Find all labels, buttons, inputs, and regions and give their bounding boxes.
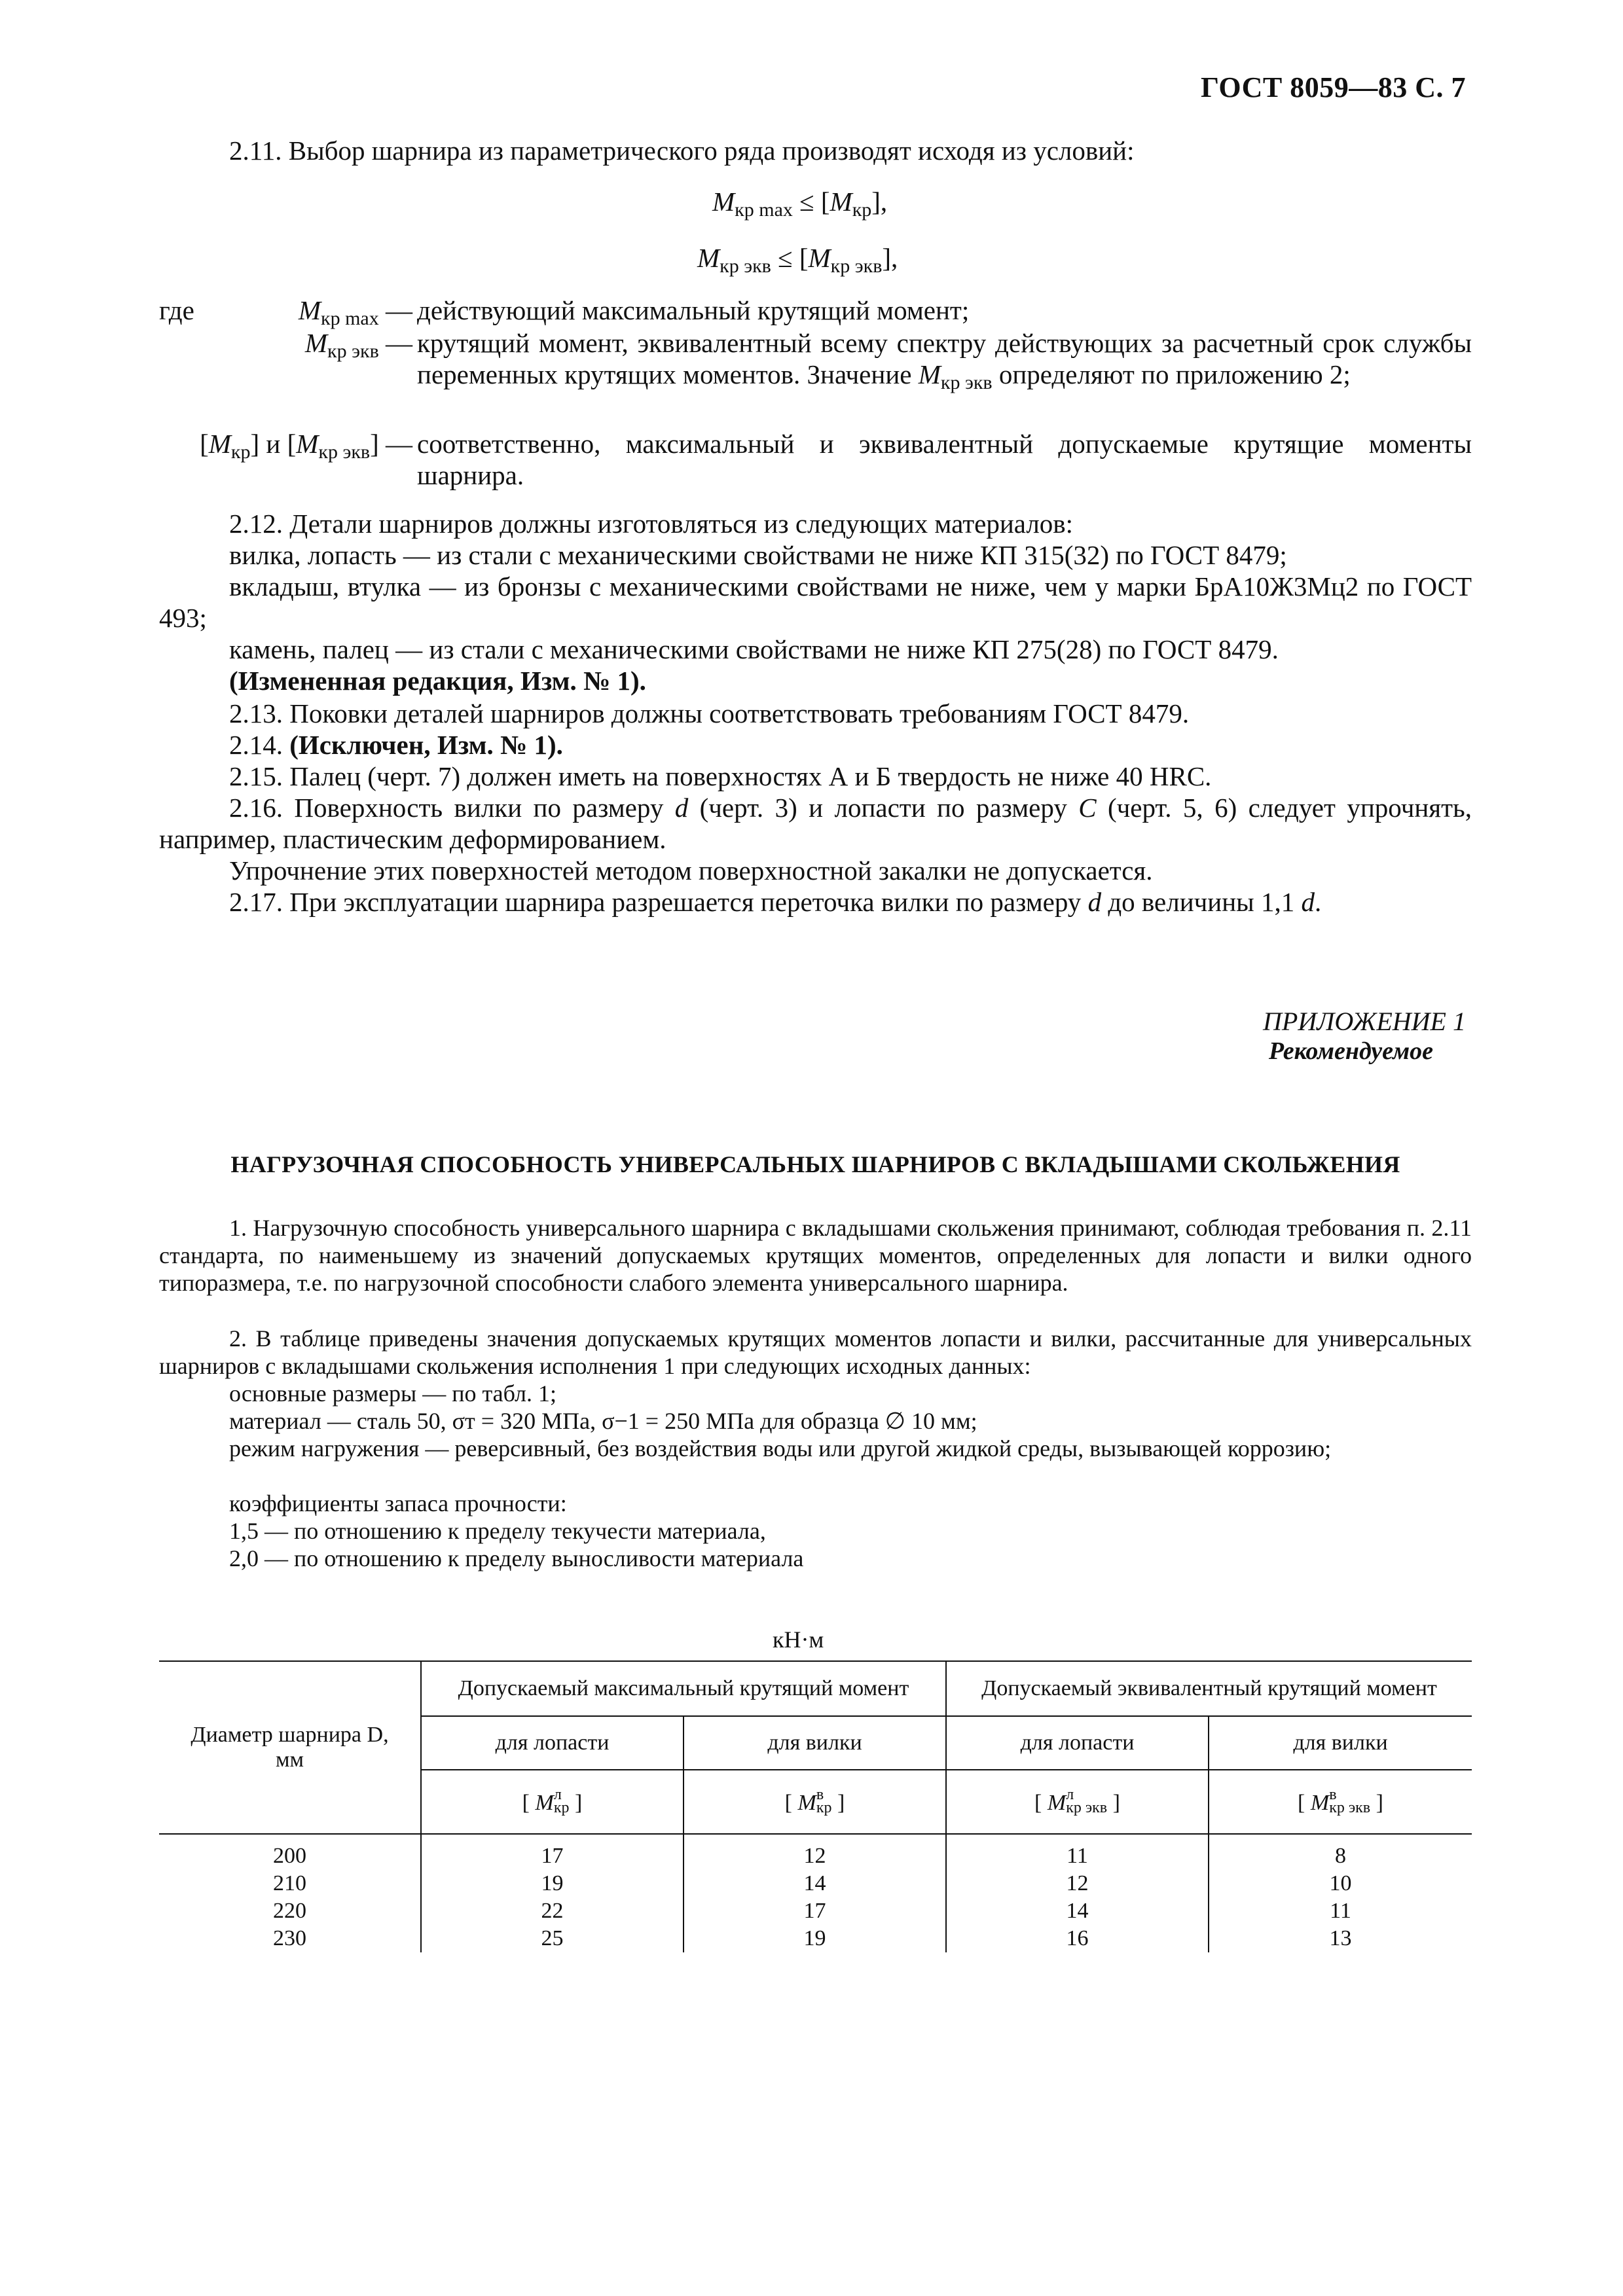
table-row: [159, 1897, 1472, 1925]
section-2-16: 2.16. Поверхность вилки по размеру d (черт. 3) и лопасти по размеру C (черт. 5, 6) следует упрочнять, например, пластическим деформированием.: [159, 793, 1472, 854]
symbol-eq-blade: [ M л кр экв ]: [946, 1770, 1209, 1834]
cell-max-blade: 19: [421, 1870, 684, 1897]
section-2-16-note: Упрочнение этих поверхностей методом поверхностной закалки не допускается.: [229, 855, 1153, 886]
section-2-12-fork: вилка, лопасть — из стали с механическими свойствами не ниже КП 315(32) по ГОСТ 8479;: [229, 540, 1287, 570]
cell-max-fork: 12: [684, 1834, 946, 1870]
page-header: ГОСТ 8059—83 С. 7: [1200, 71, 1466, 103]
definition-text-max: действующий максимальный крутящий момент;: [417, 295, 970, 325]
header-max-blade: для лопасти: [421, 1716, 684, 1770]
table-unit: кН·м: [773, 1626, 824, 1653]
cell-max-blade: 22: [421, 1897, 684, 1925]
cell-eq-blade: 12: [946, 1870, 1209, 1897]
symbol-max-fork: [ M в кр ]: [684, 1770, 946, 1834]
symbol-max-blade: [ M л кр ]: [421, 1770, 684, 1834]
appendix-title: НАГРУЗОЧНАЯ СПОСОБНОСТЬ УНИВЕРСАЛЬНЫХ ШАРНИРОВ С ВКЛАДЫШАМИ СКОЛЬЖЕНИЯ: [230, 1151, 1400, 1177]
definition-term-equivalent: $M_{кр экв}$ —: [304, 328, 412, 362]
cell-max-fork: 19: [684, 1925, 946, 1952]
section-2-12-stone: камень, палец — из стали с механическими свойствами не ниже КП 275(28) по ГОСТ 8479.: [229, 634, 1279, 664]
header-eq-blade: для лопасти: [946, 1716, 1209, 1770]
formula-max: $M_{кр max} \le [M_{кр}]$,: [712, 187, 888, 221]
section-2-12-liner: вкладыш, втулка — из бронзы с механическими свойствами не ниже, чем у марки БрА10Ж3Мц2 по ГОСТ 493;: [159, 571, 1472, 633]
table-row: [159, 1925, 1472, 1952]
cell-eq-fork: 13: [1209, 1925, 1472, 1952]
section-2-11-intro: 2.11. Выбор шарнира из параметрического ряда производят исходя из условий:: [229, 135, 1135, 166]
cell-max-blade: 17: [421, 1834, 684, 1870]
cell-diameter: 200: [159, 1834, 421, 1870]
appendix-load-mode: режим нагружения — реверсивный, без воздействия воды или другой жидкой среды, вызывающей коррозию;: [229, 1435, 1332, 1462]
cell-diameter: 230: [159, 1925, 421, 1952]
header-max-torque: Допускаемый максимальный крутящий момент: [421, 1661, 946, 1716]
definition-term-max: $M_{кр max}$ —: [298, 295, 412, 329]
cell-max-fork: 17: [684, 1897, 946, 1925]
appendix-status: Рекомендуемое: [1268, 1037, 1433, 1065]
appendix-safety-factors: коэффициенты запаса прочности:: [229, 1490, 567, 1516]
cell-eq-blade: 14: [946, 1897, 1209, 1925]
symbol-eq-fork: [ M в кр экв ]: [1209, 1770, 1472, 1834]
header-max-fork: для вилки: [684, 1716, 946, 1770]
appendix-paragraph-2: 2. В таблице приведены значения допускаемых крутящих моментов лопасти и вилки, рассчитанные для универсальных шарниров с вкладышами скольжения исполнения 1 при следующих исходных данных:: [159, 1325, 1472, 1379]
header-diameter: Диаметр шарнира D, мм: [159, 1661, 421, 1834]
definition-term-allowable: $[M_{кр}]$ и $[M_{кр экв}]$ —: [200, 429, 412, 463]
cell-eq-fork: 10: [1209, 1870, 1472, 1897]
header-eq-fork: для вилки: [1209, 1716, 1472, 1770]
header-equivalent-torque: Допускаемый эквивалентный крутящий момент: [946, 1661, 1472, 1716]
cell-diameter: 210: [159, 1870, 421, 1897]
table-row: [159, 1870, 1472, 1897]
cell-eq-fork: 8: [1209, 1834, 1472, 1870]
cell-max-fork: 14: [684, 1870, 946, 1897]
cell-max-blade: 25: [421, 1925, 684, 1952]
torque-table: [159, 1660, 1472, 1952]
section-2-12-title: 2.12. Детали шарниров должны изготовляться из следующих материалов:: [229, 509, 1074, 539]
appendix-factor-yield: 1,5 — по отношению к пределу текучести материала,: [229, 1518, 766, 1544]
definition-text-allowable: соответственно, максимальный и эквивалентный допускаемые крутящие моменты шарнира.: [417, 429, 1472, 490]
section-2-17: 2.17. При эксплуатации шарнира разрешается переточка вилки по размеру d до величины 1,1 d.: [229, 887, 1322, 917]
section-2-13: 2.13. Поковки деталей шарниров должны соответствовать требованиям ГОСТ 8479.: [229, 698, 1190, 728]
cell-diameter: 220: [159, 1897, 421, 1925]
formula-equivalent: $M_{кр экв} \le [M_{кр экв}]$,: [697, 243, 898, 277]
cell-eq-fork: 11: [1209, 1897, 1472, 1925]
section-2-14: 2.14. (Исключен, Изм. № 1).: [229, 730, 563, 760]
appendix-paragraph-1: 1. Нагрузочную способность универсального шарнира с вкладышами скольжения принимают, соблюдая требования п. 2.11 стандарта, по наименьшему из значений допускаемых крутящих моментов, определенных для лопасти и вилки одного типоразмера, т.е. по нагрузочной способности слабого элемента универсального шарнира.: [159, 1215, 1472, 1296]
section-2-15: 2.15. Палец (черт. 7) должен иметь на поверхностях А и Б твердость не ниже 40 HRC.: [229, 761, 1212, 791]
table-row: [159, 1834, 1472, 1870]
appendix-label: ПРИЛОЖЕНИЕ 1: [1263, 1007, 1466, 1036]
where-label: где: [159, 295, 194, 325]
appendix-basic-sizes: основные размеры — по табл. 1;: [229, 1380, 557, 1407]
section-2-12-amendment: (Измененная редакция, Изм. № 1).: [229, 666, 646, 696]
cell-eq-blade: 11: [946, 1834, 1209, 1870]
definition-text-equivalent: крутящий момент, эквивалентный всему спектру действующих за расчетный срок службы переменных крутящих моментов. Значение $M_{кр экв}$ определяют по приложению 2;: [417, 328, 1472, 393]
appendix-factor-endurance: 2,0 — по отношению к пределу выносливости материала: [229, 1545, 804, 1571]
appendix-material: материал — сталь 50, σт = 320 МПа, σ−1 = 250 МПа для образца ∅ 10 мм;: [229, 1408, 977, 1434]
cell-eq-blade: 16: [946, 1925, 1209, 1952]
